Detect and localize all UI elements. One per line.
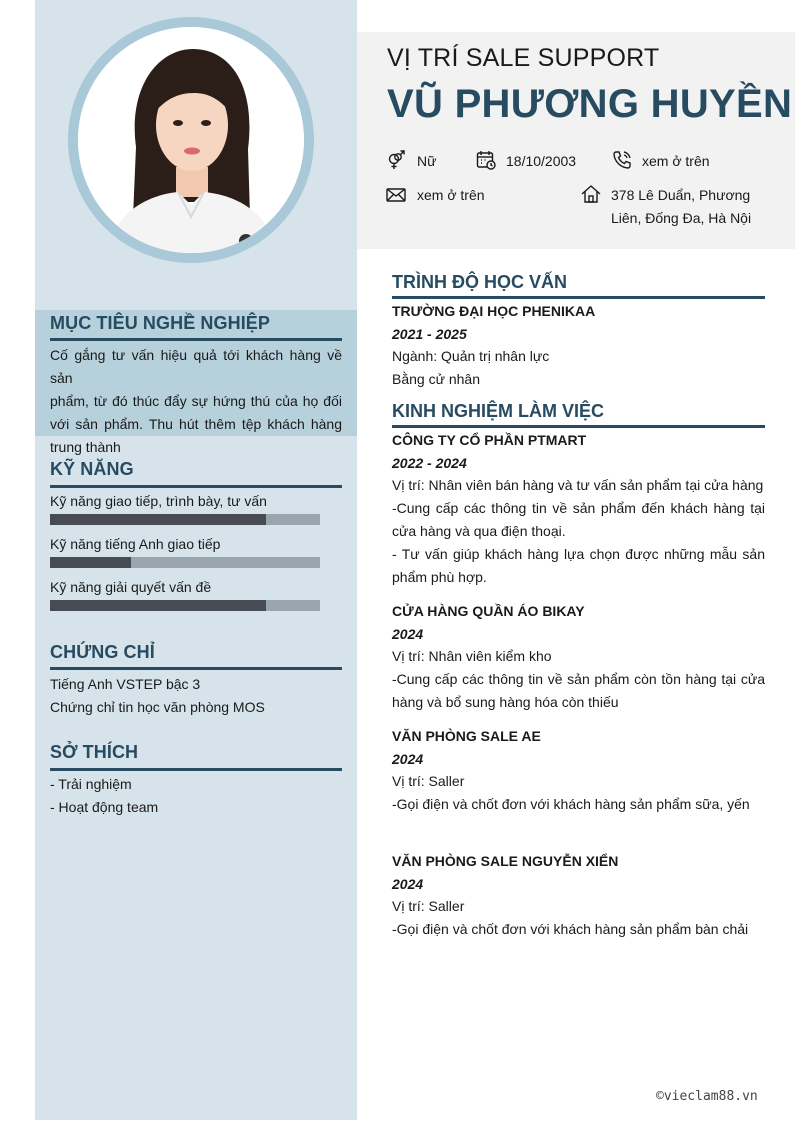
address-value [611,184,751,230]
job-period: 2022 - 2024 [392,455,467,471]
birth-date-value: 18/10/2003 [506,153,577,169]
email-icon [386,185,406,205]
skill-label: Kỹ năng giải quyết vấn đề [50,579,212,595]
certificates-list [50,673,342,719]
position-title: VỊ TRÍ SALE SUPPORT [387,44,660,72]
skill-bar-fill [50,557,131,568]
gender-icon [386,150,406,170]
skill-label: Kỹ năng tiếng Anh giao tiếp [50,536,221,552]
full-name: VŨ PHƯƠNG HUYỀN [387,82,793,126]
hobby-item: - Trải nghiệm [50,776,132,792]
phone-icon [612,150,632,170]
profile-photo [78,27,304,253]
objective-title: MỤC TIÊU NGHỀ NGHIỆP [50,313,271,333]
home-icon [581,184,601,204]
phone-value: xem ở trên [642,153,710,169]
skill-bar [50,557,320,568]
skill-bar [50,514,320,525]
job-line: cửa hàng và qua điện thoại. [392,523,566,539]
objective-line: Cố gắng tư vấn hiệu quả tới khách hàng về sản [50,347,342,386]
education-period: 2021 - 2025 [392,326,467,342]
hobbies-list [50,773,342,819]
gender-value: Nữ [417,153,437,169]
skill-bar [50,600,320,611]
email-value: xem ở trên [417,187,485,203]
objective-line: phẩm, từ đó thúc đẩy sự hứng thú của họ đối [50,393,342,409]
job-company: VĂN PHÒNG SALE AE [392,728,541,744]
certificates-title: CHỨNG CHỈ [50,642,155,662]
hobbies-divider [50,768,342,771]
job-line: phẩm phù hợp. [392,569,487,585]
certificates-divider [50,667,342,670]
address-line: 378 Lê Duẩn, Phương [611,187,751,203]
job-line: -Cung cấp các thông tin về sản phẩm đến khách hàng tại [392,500,765,516]
objective-line: với sản phẩm. Thu hút thêm tệp khách hàng [50,416,342,432]
objective-line: trung thành [50,439,121,455]
skill-bar-fill [50,514,266,525]
school-name: TRƯỜNG ĐẠI HỌC PHENIKAA [392,303,596,319]
address-line: Liên, Đống Đa, Hà Nội [611,210,752,226]
portrait-icon [78,27,304,253]
job-period: 2024 [392,876,424,892]
job-company: CỬA HÀNG QUẦN ÁO BIKAY [392,603,585,619]
experience-title: KINH NGHIỆM LÀM VIỆC [392,401,605,421]
hobby-item: - Hoạt động team [50,799,159,815]
objective-text [50,344,342,459]
education-major: Ngành: Quản trị nhân lực [392,348,550,364]
job-company: VĂN PHÒNG SALE NGUYỄN XIỂN [392,853,619,869]
objective-divider [50,338,342,341]
education-divider [392,296,765,299]
skills-divider [50,485,342,488]
profile-photo-frame [68,17,314,263]
job-period: 2024 [392,751,424,767]
watermark: ©vieclam88.vn [656,1089,758,1104]
job-line: -Cung cấp các thông tin về sản phẩm còn tồn hàng tại cửa [392,671,765,687]
hobbies-title: SỞ THÍCH [50,742,139,762]
skill-bar-fill [50,600,266,611]
job-line: -Gọi điện và chốt đơn với khách hàng sản phẩm bàn chải [392,921,749,937]
experience-divider [392,425,765,428]
job-line: hàng và bổ sung hàng hóa còn thiếu [392,694,619,710]
job-line: Vị trí: Nhân viên bán hàng và tư vấn sản phẩm tại cửa hàng [392,477,764,493]
job-line: - Tư vấn giúp khách hàng lựa chọn được những mẫu sản [392,546,765,562]
job-line: -Gọi điện và chốt đơn với khách hàng sản phẩm sữa, yến [392,796,750,812]
job-line: Vị trí: Nhân viên kiểm kho [392,648,552,664]
education-title: TRÌNH ĐỘ HỌC VẤN [392,272,567,292]
skills-title: KỸ NĂNG [50,459,134,479]
certificate-item: Chứng chỉ tin học văn phòng MOS [50,699,265,715]
calendar-icon [476,150,496,170]
education-degree: Bằng cử nhân [392,371,480,387]
job-line: Vị trí: Saller [392,898,465,914]
sidebar [35,0,357,1120]
job-line: Vị trí: Saller [392,773,465,789]
skill-label: Kỹ năng giao tiếp, trình bày, tư vấn [50,493,267,509]
header-band [357,32,795,249]
certificate-item: Tiếng Anh VSTEP bậc 3 [50,676,201,692]
job-period: 2024 [392,626,424,642]
job-company: CÔNG TY CỔ PHẦN PTMART [392,432,587,448]
